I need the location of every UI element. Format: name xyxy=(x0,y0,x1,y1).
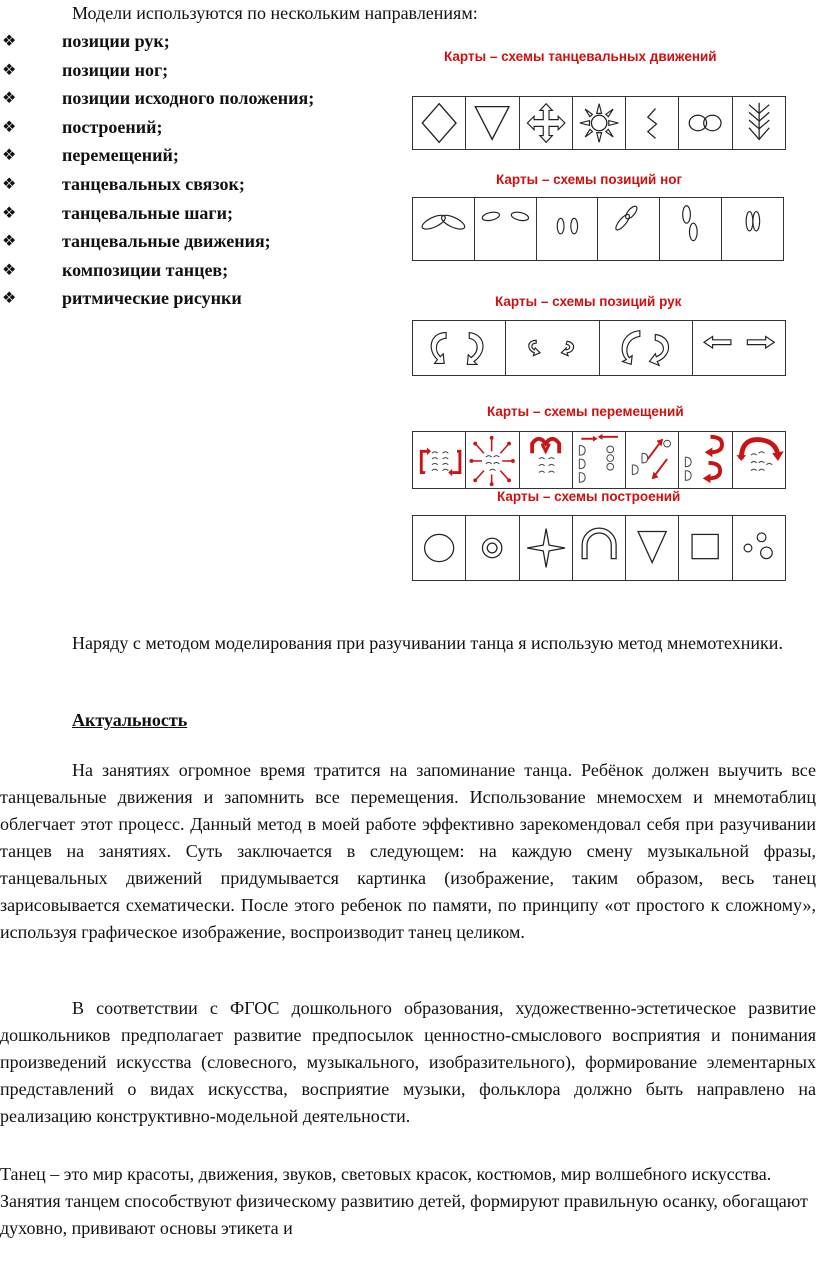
horseshoe-icon xyxy=(573,516,626,580)
list-item: ❖ позиции ног; xyxy=(2,59,169,80)
paragraph-mnemonics: Наряду с методом моделирования при разучивании танца я использую метод мнемотехники. xyxy=(72,633,783,653)
four-arrows-icon xyxy=(520,97,573,149)
diamond-bullet-icon: ❖ xyxy=(2,175,17,193)
two-circles-icon xyxy=(679,97,732,149)
diamond-bullet-icon: ❖ xyxy=(2,233,17,251)
s-curve-arrows-icon xyxy=(679,432,732,488)
zigzag-icon xyxy=(626,97,679,149)
chevrons-down-icon xyxy=(733,97,785,149)
list-item: ❖ позиции рук; xyxy=(2,31,170,51)
scatter-arrows-icon xyxy=(466,432,519,488)
triangle-down-icon xyxy=(466,97,519,149)
directions-list xyxy=(0,30,400,316)
list-item: ❖ ритмические рисунки xyxy=(2,288,242,309)
feet-positions-strip xyxy=(412,197,784,261)
diamond-bullet-icon: ❖ xyxy=(2,147,17,165)
hand-positions-strip xyxy=(412,320,786,376)
double-circle-icon xyxy=(466,516,519,580)
list-item: ❖ танцевальных связок; xyxy=(2,173,245,194)
list-item: ❖ танцевальные шаги; xyxy=(2,202,233,223)
feet-position-1-icon xyxy=(413,198,475,260)
diamond-bullet-icon: ❖ xyxy=(2,90,17,108)
diamond-bullet-icon: ❖ xyxy=(2,290,17,308)
list-item: ❖ композиции танцев; xyxy=(2,259,229,280)
diamond-bullet-icon: ❖ xyxy=(2,61,17,79)
paragraph-dance: Танец – это мир красоты, движения, звуков, световых красок, костюмов, мир волшебного искусства. Занятия танцем способствуют физическому развитию детей, формируют правильную осанку, обогащают духовно, прививают основы этикета и xyxy=(0,1164,808,1238)
four-point-star-icon xyxy=(520,516,573,580)
line-shift-icon xyxy=(573,432,626,488)
feet-position-5-icon xyxy=(660,198,722,260)
list-item: ❖ перемещений; xyxy=(2,145,179,166)
dance-moves-caption: Карты – схемы танцевальных движений xyxy=(444,49,717,64)
circle-icon xyxy=(413,516,466,580)
u-turn-arrows-icon xyxy=(600,321,693,375)
formations-caption: Карты – схемы построений xyxy=(497,489,681,504)
diamond-icon xyxy=(413,97,466,149)
list-item: ❖ построений; xyxy=(2,116,163,137)
feet-positions-caption: Карты – схемы позиций ног xyxy=(496,172,683,187)
diamond-bullet-icon: ❖ xyxy=(2,204,17,222)
feet-position-6-icon xyxy=(722,198,783,260)
movements-strip xyxy=(412,431,786,489)
list-item: ❖ позиции исходного положения; xyxy=(2,88,315,109)
diamond-bullet-icon: ❖ xyxy=(2,33,17,50)
diagonal-arrows-icon xyxy=(626,432,679,488)
intro-text: Модели используются по нескольким направлениям: xyxy=(72,3,478,23)
loop-arrows-icon xyxy=(413,432,466,488)
dance-moves-strip xyxy=(412,96,786,150)
movements-caption: Карты – схемы перемещений xyxy=(487,404,684,419)
feet-position-2-icon xyxy=(475,198,537,260)
paragraph-relevance: На занятиях огромное время тратится на запоминание танца. Ребёнок должен выучить все танцевальные движения и запомнить все перемещения. Использование мнемосхем и мнемотаблиц облегчает этот процесс. Данный метод в моей работе эффективно зарекомендовал себя при разучивании танцев на занятиях. Суть заключается в следующем: на каждую смену музыкальной фразы, танцевальных движений придумывается картинка (изображение, таким образом, весь танец зарисовывается схематически. После этого ребенок по памяти, по принципу «от простого к сложному», используя графическое изображение, воспроизводит танец целиком. xyxy=(0,760,816,942)
arch-arrows-icon xyxy=(520,432,573,488)
sun-icon xyxy=(573,97,626,149)
list-item: ❖ танцевальные движения; xyxy=(2,231,271,252)
section-heading: Актуальность xyxy=(72,710,188,730)
formations-strip xyxy=(412,515,786,581)
hand-positions-caption: Карты – схемы позиций рук xyxy=(495,294,682,309)
diamond-bullet-icon: ❖ xyxy=(2,118,17,136)
small-curved-arrows-icon xyxy=(506,321,599,375)
semicircle-arrow-icon xyxy=(733,432,785,488)
circular-arrows-icon xyxy=(413,321,506,375)
paragraph-fgos: В соответствии с ФГОС дошкольного образования, художественно-эстетическое развитие дошкольников предполагает развитие предпосылок ценностно-смыслового восприятия и понимания произведений искусства (словесного, музыкального, изобразительного), формирование элементарных представлений о видах искусства, восприятие музыки, фольклора должно быть направлено на реализацию конструктивно-модельной деятельности. xyxy=(0,998,816,1126)
feet-position-3-icon xyxy=(537,198,599,260)
triangle-down-icon xyxy=(626,516,679,580)
three-circles-icon xyxy=(733,516,785,580)
square-icon xyxy=(679,516,732,580)
diamond-bullet-icon: ❖ xyxy=(2,261,17,279)
feet-position-4-icon xyxy=(598,198,660,260)
left-right-arrows-icon xyxy=(693,321,785,375)
